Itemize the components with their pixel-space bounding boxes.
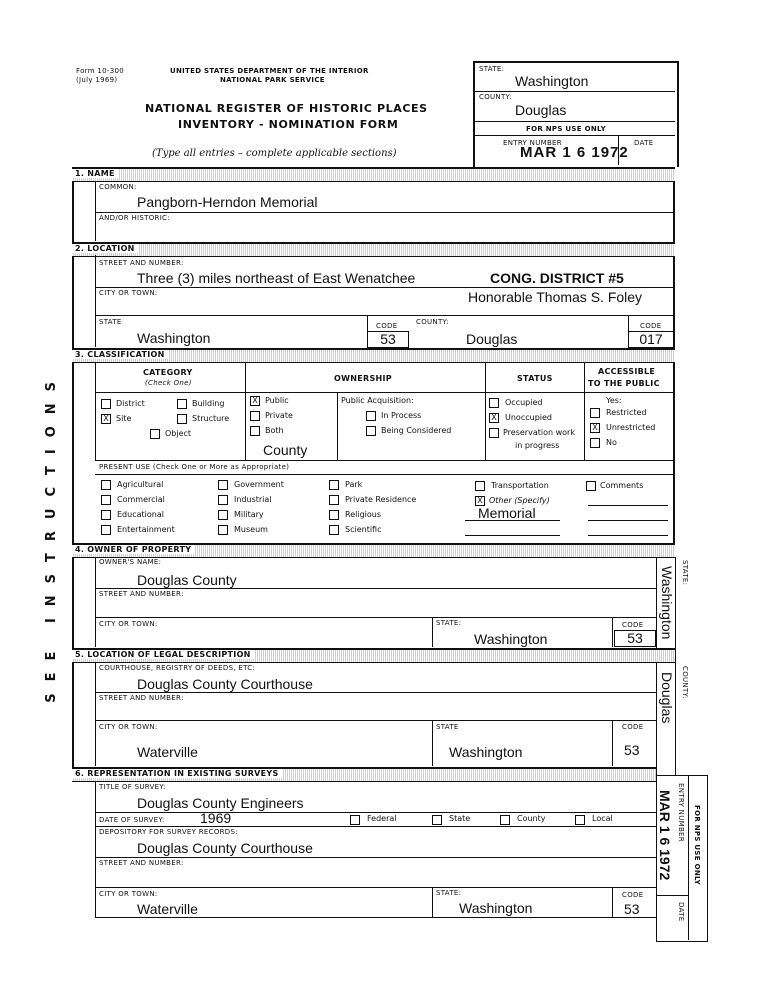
legal-state-label: STATE xyxy=(436,723,459,731)
park-label: Park xyxy=(345,480,363,489)
see-instructions: SEE INSTRUCTIONS xyxy=(44,370,59,703)
side-county-label: COUNTY: xyxy=(681,666,689,699)
survey-code-label: CODE xyxy=(622,891,644,899)
unoccupied-label: Unoccupied xyxy=(505,413,552,422)
structure-checkbox[interactable] xyxy=(177,414,187,424)
accessible-head-1: ACCESSIBLE xyxy=(598,367,656,376)
private-checkbox[interactable] xyxy=(250,411,260,421)
being-considered-label: Being Considered xyxy=(381,426,452,435)
survey-title: Douglas County Engineers xyxy=(137,795,304,811)
legal-city: Waterville xyxy=(137,744,198,760)
owner-name: Douglas County xyxy=(137,572,237,588)
federal-checkbox[interactable] xyxy=(350,815,360,825)
private-label: Private xyxy=(265,411,293,420)
owner-code: 53 xyxy=(614,630,656,647)
local-label: Local xyxy=(592,814,613,823)
unoccupied-checkbox[interactable]: X xyxy=(489,413,499,423)
accessible-head-2: TO THE PUBLIC xyxy=(588,379,660,388)
header-entry-label: ENTRY NUMBER xyxy=(503,139,562,147)
educational-checkbox[interactable] xyxy=(101,510,111,520)
entertainment-label: Entertainment xyxy=(117,525,175,534)
category-sub: (Check One) xyxy=(145,379,192,387)
no-checkbox[interactable] xyxy=(590,438,600,448)
unrestricted-checkbox[interactable]: X xyxy=(590,423,600,433)
yes-label: Yes: xyxy=(606,396,622,405)
scientific-checkbox[interactable] xyxy=(329,525,339,535)
county-survey-label: County xyxy=(517,814,546,823)
survey-code: 53 xyxy=(624,901,640,917)
federal-label: Federal xyxy=(367,814,397,823)
transportation-checkbox[interactable] xyxy=(475,481,485,491)
side-state-value: Washington xyxy=(659,566,675,640)
survey-city: Waterville xyxy=(137,901,198,917)
restricted-checkbox[interactable] xyxy=(590,408,600,418)
structure-label: Structure xyxy=(192,414,230,423)
state-survey-checkbox[interactable] xyxy=(432,815,442,825)
legal-code: 53 xyxy=(624,742,640,758)
military-label: Military xyxy=(234,510,264,519)
county-code-label: CODE xyxy=(640,322,662,330)
ownership-county-note: County xyxy=(263,442,308,458)
in-process-label: In Process xyxy=(381,411,422,420)
location-state: Washington xyxy=(137,330,211,346)
courthouse: Douglas County Courthouse xyxy=(137,676,313,692)
other-label: Other (Specify) xyxy=(489,496,550,505)
in-process-checkbox[interactable] xyxy=(366,411,376,421)
header-county: Douglas xyxy=(515,102,567,118)
object-checkbox[interactable] xyxy=(150,429,160,439)
state-survey-label: State xyxy=(449,814,471,823)
agency-line2: NATIONAL PARK SERVICE xyxy=(220,76,325,84)
district-label: District xyxy=(116,399,145,408)
location-street: Three (3) miles northeast of East Wenatchee xyxy=(137,270,416,286)
being-considered-checkbox[interactable] xyxy=(366,426,376,436)
object-label: Object xyxy=(165,429,192,438)
industrial-checkbox[interactable] xyxy=(218,495,228,505)
depository-label: DEPOSITORY FOR SURVEY RECORDS: xyxy=(99,828,238,836)
military-checkbox[interactable] xyxy=(218,510,228,520)
owner-street-label: STREET AND NUMBER: xyxy=(99,590,184,598)
religious-label: Religious xyxy=(345,510,381,519)
side-entry-label: ENTRY NUMBER xyxy=(677,783,685,842)
comments-label: Comments xyxy=(600,481,644,490)
location-county: Douglas xyxy=(466,331,518,347)
form-id: Form 10-300 xyxy=(76,67,124,75)
restricted-label: Restricted xyxy=(606,408,647,417)
header-date-label: DATE xyxy=(634,139,654,147)
city-label: CITY OR TOWN: xyxy=(99,289,158,297)
preservation-label-1: Preservation work xyxy=(503,428,575,437)
received-stamp: MAR 1 6 1972 xyxy=(520,144,629,161)
common-name: Pangborn-Herndon Memorial xyxy=(137,194,318,210)
owner-name-label: OWNER'S NAME: xyxy=(99,558,162,566)
private-residence-checkbox[interactable] xyxy=(329,495,339,505)
public-label: Public xyxy=(265,396,289,405)
religious-checkbox[interactable] xyxy=(329,510,339,520)
county-code: 017 xyxy=(628,331,674,348)
owner-state-label: STATE: xyxy=(436,619,462,627)
header-county-label: COUNTY: xyxy=(479,93,512,101)
public-checkbox[interactable]: X xyxy=(250,396,260,406)
comments-checkbox[interactable] xyxy=(586,481,596,491)
owner-city-label: CITY OR TOWN: xyxy=(99,620,158,628)
section-surveys-header xyxy=(72,767,656,782)
form-title-line2: INVENTORY - NOMINATION FORM xyxy=(178,118,399,131)
courthouse-label: COURTHOUSE, REGISTRY OF DEEDS, ETC: xyxy=(99,664,256,672)
form-date: (July 1969) xyxy=(76,76,118,84)
survey-date-label: DATE OF SURVEY: xyxy=(99,816,165,824)
survey-street-label: STREET AND NUMBER: xyxy=(99,859,184,867)
state-code: 53 xyxy=(367,331,409,348)
type-note: (Type all entries – complete applicable sections) xyxy=(152,148,397,159)
representative: Honorable Thomas S. Foley xyxy=(468,289,643,305)
both-label: Both xyxy=(265,426,284,435)
museum-label: Museum xyxy=(234,525,268,534)
category-head: CATEGORY xyxy=(143,368,193,377)
commercial-checkbox[interactable] xyxy=(101,495,111,505)
survey-city-label: CITY OR TOWN: xyxy=(99,890,158,898)
government-checkbox[interactable] xyxy=(218,480,228,490)
state-label: STATE xyxy=(99,318,122,326)
header-nps-use: FOR NPS USE ONLY xyxy=(526,125,607,133)
historic-label: AND/OR HISTORIC: xyxy=(99,214,170,222)
section-surveys-title: 6. REPRESENTATION IN EXISTING SURVEYS xyxy=(72,769,282,778)
form-title-line1: NATIONAL REGISTER OF HISTORIC PLACES xyxy=(145,102,428,115)
section-classification-header xyxy=(72,348,675,363)
status-head: STATUS xyxy=(517,374,553,383)
legal-street-label: STREET AND NUMBER: xyxy=(99,694,184,702)
other-value: Memorial xyxy=(478,505,536,521)
present-use-label: PRESENT USE (Check One or More as Appropriate) xyxy=(99,463,290,471)
preservation-checkbox[interactable] xyxy=(489,428,499,438)
scientific-label: Scientific xyxy=(345,525,382,534)
agricultural-checkbox[interactable] xyxy=(101,480,111,490)
building-label: Building xyxy=(192,399,225,408)
ownership-head: OWNERSHIP xyxy=(334,374,392,383)
section-location-title: 2. LOCATION xyxy=(72,244,138,253)
other-checkbox[interactable]: X xyxy=(475,496,485,506)
depository: Douglas County Courthouse xyxy=(137,840,313,856)
name-field-box xyxy=(95,181,674,241)
preservation-label-2: in progress xyxy=(515,441,560,450)
section-name-title: 1. NAME xyxy=(72,169,118,178)
site-checkbox[interactable]: X xyxy=(101,414,111,424)
site-label: Site xyxy=(116,414,132,423)
county-label: COUNTY: xyxy=(416,318,449,326)
legal-state: Washington xyxy=(449,744,523,760)
legal-code-label: CODE xyxy=(622,723,644,731)
owner-code-label: CODE xyxy=(622,621,644,629)
street-label: STREET AND NUMBER: xyxy=(99,259,184,267)
park-checkbox[interactable] xyxy=(329,480,339,490)
common-label: COMMON: xyxy=(99,183,137,191)
section-legal-title: 5. LOCATION OF LEGAL DESCRIPTION xyxy=(72,650,254,659)
industrial-label: Industrial xyxy=(234,495,272,504)
transportation-label: Transportation xyxy=(491,481,549,490)
government-label: Government xyxy=(234,480,284,489)
state-code-label: CODE xyxy=(376,322,398,330)
section-classification-title: 3. CLASSIFICATION xyxy=(72,350,168,359)
both-checkbox[interactable] xyxy=(250,426,260,436)
owner-state: Washington xyxy=(474,631,548,647)
educational-label: Educational xyxy=(117,510,164,519)
local-checkbox[interactable] xyxy=(575,815,585,825)
side-nps-label: FOR NPS USE ONLY xyxy=(693,805,701,886)
survey-state-label: STATE: xyxy=(436,889,462,897)
cong-district: CONG. DISTRICT #5 xyxy=(490,270,624,286)
agency-line1: UNITED STATES DEPARTMENT OF THE INTERIOR xyxy=(170,67,369,75)
museum-checkbox[interactable] xyxy=(218,525,228,535)
header-state-label: STATE: xyxy=(479,65,505,73)
survey-date: 1969 xyxy=(200,810,232,826)
section-owner-header xyxy=(72,543,675,558)
occupied-label: Occupied xyxy=(505,398,543,407)
survey-state: Washington xyxy=(459,900,533,916)
occupied-checkbox[interactable] xyxy=(489,398,499,408)
side-state-label: STATE: xyxy=(681,560,689,586)
header-state: Washington xyxy=(515,73,589,89)
district-checkbox[interactable] xyxy=(101,399,111,409)
private-residence-label: Private Residence xyxy=(345,495,417,504)
section-owner-title: 4. OWNER OF PROPERTY xyxy=(72,545,194,554)
unrestricted-label: Unrestricted xyxy=(606,423,656,432)
public-acquisition-label: Public Acquisition: xyxy=(341,396,414,405)
section-location-header xyxy=(72,242,675,257)
survey-title-label: TITLE OF SURVEY: xyxy=(99,783,166,791)
side-date-label: DATE xyxy=(677,902,685,922)
building-checkbox[interactable] xyxy=(177,399,187,409)
commercial-label: Commercial xyxy=(117,495,165,504)
entertainment-checkbox[interactable] xyxy=(101,525,111,535)
legal-city-label: CITY OR TOWN: xyxy=(99,723,158,731)
section-name-header xyxy=(72,167,675,182)
county-survey-checkbox[interactable] xyxy=(500,815,510,825)
side-county-value: Douglas xyxy=(659,672,675,724)
side-stamp: MAR 1 6 1972 xyxy=(657,790,673,881)
agricultural-label: Agricultural xyxy=(117,480,164,489)
section-legal-header xyxy=(72,648,675,663)
no-label: No xyxy=(606,438,617,447)
